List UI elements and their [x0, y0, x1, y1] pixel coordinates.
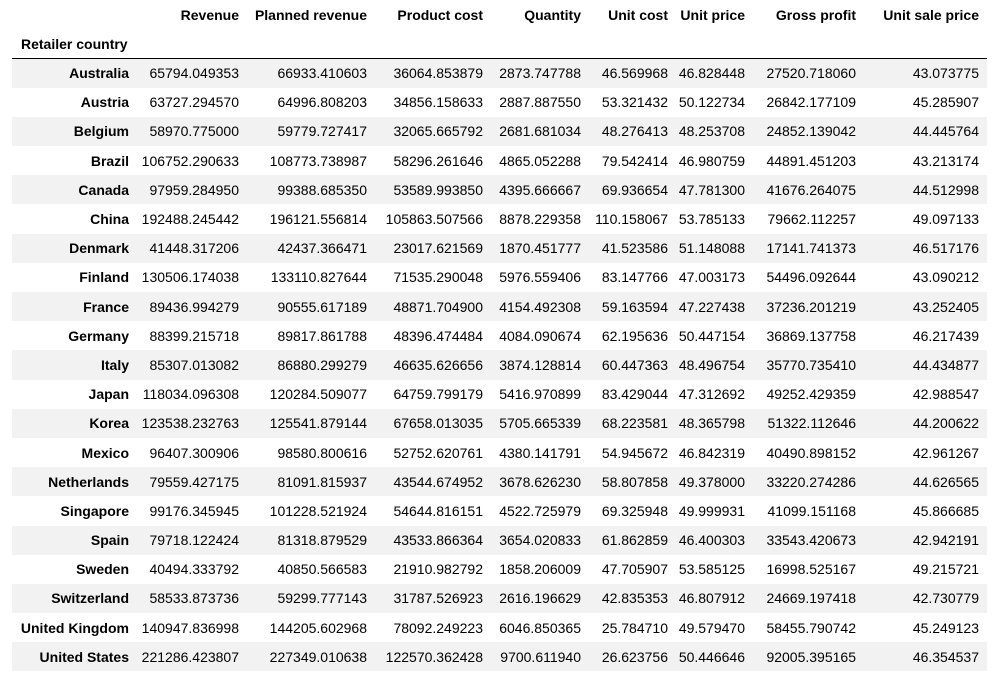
cell-revenue: 88399.215718 [149, 327, 239, 344]
cell-product-cost: 36064.853879 [393, 65, 483, 82]
cell-unit-cost: 61.862859 [601, 532, 668, 549]
cell-product-cost: 58296.261646 [393, 152, 483, 169]
cell-unit-cost: 53.321432 [601, 94, 668, 111]
cell-unit-cost: 83.147766 [601, 269, 668, 286]
cell-quantity: 9700.611940 [500, 648, 581, 665]
row-index-country: Japan [88, 386, 129, 403]
table-row [12, 321, 987, 350]
cell-unit-cost: 79.542414 [601, 152, 668, 169]
column-header-row [12, 0, 987, 30]
row-index-country: Belgium [73, 123, 129, 140]
cell-unit-price: 48.365798 [678, 415, 745, 432]
cell-planned-revenue: 99388.685350 [277, 181, 367, 198]
table-row [12, 380, 987, 409]
table-row [12, 88, 987, 117]
cell-revenue: 58970.775000 [149, 123, 239, 140]
cell-product-cost: 78092.249223 [393, 619, 483, 636]
cell-unit-sale-price: 42.961267 [912, 444, 979, 461]
row-index-country: United Kingdom [20, 619, 129, 636]
cell-planned-revenue: 81318.879529 [277, 532, 367, 549]
cell-revenue: 89436.994279 [149, 298, 239, 315]
cell-revenue: 106752.290633 [141, 152, 239, 169]
cell-unit-price: 53.785133 [678, 211, 745, 228]
cell-unit-price: 53.585125 [678, 561, 745, 578]
column-header-quantity: Quantity [524, 7, 581, 23]
cell-revenue: 192488.245442 [141, 211, 239, 228]
row-index-country: France [83, 298, 129, 315]
index-name-label: Retailer country [21, 36, 128, 52]
cell-product-cost: 48396.474484 [393, 327, 483, 344]
cell-unit-sale-price: 45.866685 [912, 502, 979, 519]
cell-quantity: 4380.141791 [499, 444, 581, 461]
cell-unit-cost: 110.158067 [595, 211, 668, 228]
cell-unit-cost: 54.945672 [601, 444, 668, 461]
cell-revenue: 41448.317206 [149, 240, 239, 257]
cell-gross-profit: 27520.718060 [766, 65, 856, 82]
column-header-revenue: Revenue [180, 7, 239, 23]
cell-quantity: 3874.128814 [499, 356, 581, 373]
cell-unit-cost: 62.195636 [601, 327, 668, 344]
cell-product-cost: 53589.993850 [393, 181, 483, 198]
cell-revenue: 58533.873736 [149, 590, 239, 607]
cell-revenue: 99176.345945 [149, 502, 239, 519]
cell-quantity: 4865.052288 [499, 152, 581, 169]
cell-unit-price: 47.781300 [678, 181, 745, 198]
cell-gross-profit: 33543.420673 [766, 532, 856, 549]
row-index-country: United States [39, 648, 129, 665]
cell-planned-revenue: 101228.521924 [269, 502, 367, 519]
cell-product-cost: 52752.620761 [393, 444, 483, 461]
cell-revenue: 118034.096308 [142, 386, 239, 403]
row-index-country: Germany [68, 327, 129, 344]
cell-quantity: 2887.887550 [499, 94, 581, 111]
cell-unit-sale-price: 43.252405 [912, 298, 979, 315]
cell-unit-cost: 69.936654 [601, 181, 668, 198]
table-row [12, 438, 987, 467]
cell-gross-profit: 41099.151168 [767, 502, 856, 519]
cell-planned-revenue: 42437.366471 [277, 240, 367, 257]
cell-unit-price: 46.842319 [678, 444, 745, 461]
cell-planned-revenue: 64996.808203 [277, 94, 367, 111]
table-row [12, 642, 987, 671]
cell-unit-price: 50.446646 [678, 648, 745, 665]
cell-planned-revenue: 133110.827644 [270, 269, 367, 286]
cell-quantity: 6046.850365 [499, 619, 581, 636]
index-row-empty-cell [753, 30, 864, 59]
cell-planned-revenue: 86880.299279 [277, 356, 367, 373]
cell-quantity: 1870.451777 [499, 240, 581, 257]
cell-product-cost: 46635.626656 [393, 356, 483, 373]
cell-unit-sale-price: 43.090212 [912, 269, 979, 286]
table-row [12, 59, 987, 88]
table-row [12, 467, 987, 496]
cell-planned-revenue: 90555.617189 [277, 298, 367, 315]
cell-product-cost: 105863.507566 [385, 211, 483, 228]
cell-unit-sale-price: 43.073775 [912, 65, 979, 82]
table-row [12, 496, 987, 525]
cell-product-cost: 32065.665792 [393, 123, 483, 140]
index-row-empty-cell [247, 30, 375, 59]
row-index-country: Australia [69, 65, 129, 82]
cell-unit-sale-price: 46.217439 [912, 327, 979, 344]
cell-revenue: 63727.294570 [149, 94, 239, 111]
cell-unit-cost: 42.835353 [601, 590, 668, 607]
cell-quantity: 5416.970899 [499, 386, 581, 403]
cell-gross-profit: 17141.741373 [766, 240, 856, 257]
table-body [12, 59, 987, 672]
cell-gross-profit: 54496.092644 [766, 269, 856, 286]
cell-gross-profit: 35770.735410 [766, 356, 856, 373]
table-row [12, 409, 987, 438]
index-row-empty-cell [676, 30, 753, 59]
cell-unit-sale-price: 44.200622 [912, 415, 979, 432]
index-header-row [12, 30, 987, 59]
cell-unit-price: 46.828448 [678, 65, 745, 82]
cell-quantity: 5976.559406 [499, 269, 581, 286]
dataframe-container [12, 0, 987, 671]
cell-unit-price: 46.400303 [678, 532, 745, 549]
cell-unit-cost: 47.705907 [601, 561, 668, 578]
cell-unit-sale-price: 42.988547 [912, 386, 979, 403]
cell-gross-profit: 24669.197418 [766, 590, 856, 607]
cell-planned-revenue: 227349.010638 [269, 648, 367, 665]
table-row [12, 613, 987, 642]
cell-planned-revenue: 98580.800616 [277, 444, 367, 461]
column-header-unit-sale-price: Unit sale price [883, 7, 979, 23]
table-row [12, 292, 987, 321]
cell-unit-price: 49.999931 [678, 502, 745, 519]
cell-revenue: 123538.232763 [141, 415, 239, 432]
cell-quantity: 4084.090674 [499, 327, 581, 344]
cell-unit-price: 48.496754 [678, 356, 745, 373]
cell-gross-profit: 51322.112646 [767, 415, 856, 432]
cell-revenue: 140947.836998 [141, 619, 239, 636]
cell-gross-profit: 79662.112257 [767, 211, 856, 228]
row-index-country: Finland [79, 269, 129, 286]
cell-product-cost: 64759.799179 [393, 386, 483, 403]
cell-unit-sale-price: 42.730779 [912, 590, 979, 607]
cell-unit-price: 50.122734 [678, 94, 745, 111]
cell-product-cost: 23017.621569 [393, 240, 483, 257]
row-index-country: Korea [89, 415, 129, 432]
cell-product-cost: 34856.158633 [393, 94, 483, 111]
index-row-empty-cell [864, 30, 987, 59]
cell-unit-price: 46.980759 [678, 152, 745, 169]
cell-revenue: 221286.423807 [141, 648, 239, 665]
table-row [12, 204, 987, 233]
cell-revenue: 40494.333792 [149, 561, 239, 578]
cell-planned-revenue: 144205.602968 [269, 619, 367, 636]
cell-product-cost: 67658.013035 [393, 415, 483, 432]
index-row-empty-cell [491, 30, 589, 59]
cell-gross-profit: 16998.525167 [766, 561, 856, 578]
cell-quantity: 2681.681034 [499, 123, 581, 140]
row-index-country: Switzerland [51, 590, 129, 607]
cell-product-cost: 43544.674952 [393, 473, 483, 490]
cell-unit-sale-price: 49.215721 [912, 561, 979, 578]
cell-planned-revenue: 196121.556814 [269, 211, 367, 228]
cell-unit-price: 51.148088 [678, 240, 745, 257]
cell-product-cost: 31787.526923 [393, 590, 483, 607]
cell-planned-revenue: 81091.815937 [277, 473, 367, 490]
column-header-unit-price: Unit price [680, 7, 745, 23]
row-index-country: China [90, 211, 129, 228]
cell-product-cost: 71535.290048 [393, 269, 483, 286]
cell-revenue: 97959.284950 [149, 181, 239, 198]
row-index-country: Sweden [76, 561, 129, 578]
table-row [12, 350, 987, 379]
table-header [12, 0, 987, 59]
row-index-country: Spain [90, 532, 129, 549]
cell-gross-profit: 37236.201219 [766, 298, 856, 315]
table-row [12, 234, 987, 263]
cell-unit-price: 49.579470 [678, 619, 745, 636]
cell-unit-cost: 26.623756 [601, 648, 668, 665]
cell-quantity: 1858.206009 [499, 561, 581, 578]
cell-unit-cost: 69.325948 [601, 502, 668, 519]
cell-gross-profit: 36869.137758 [766, 327, 856, 344]
cell-revenue: 79559.427175 [149, 473, 239, 490]
cell-planned-revenue: 59779.727417 [277, 123, 367, 140]
cell-product-cost: 21910.982792 [393, 561, 483, 578]
cell-unit-price: 46.807912 [678, 590, 745, 607]
header-blank-cell [12, 0, 137, 30]
cell-unit-sale-price: 46.354537 [912, 648, 979, 665]
cell-unit-cost: 60.447363 [601, 356, 668, 373]
cell-planned-revenue: 40850.566583 [277, 561, 367, 578]
cell-product-cost: 48871.704900 [393, 298, 483, 315]
cell-planned-revenue: 89817.861788 [277, 327, 367, 344]
cell-unit-price: 47.227438 [678, 298, 745, 315]
cell-unit-price: 47.312692 [678, 386, 745, 403]
cell-unit-cost: 41.523586 [601, 240, 668, 257]
cell-unit-sale-price: 45.249123 [912, 619, 979, 636]
cell-product-cost: 43533.866364 [393, 532, 483, 549]
cell-unit-sale-price: 45.285907 [912, 94, 979, 111]
cell-revenue: 79718.122424 [149, 532, 239, 549]
cell-unit-sale-price: 44.445764 [912, 123, 979, 140]
cell-revenue: 85307.013082 [149, 356, 239, 373]
cell-unit-price: 48.253708 [678, 123, 745, 140]
column-header-unit-cost: Unit cost [608, 7, 668, 23]
table-row [12, 146, 987, 175]
cell-quantity: 3678.626230 [499, 473, 581, 490]
cell-unit-sale-price: 43.213174 [912, 152, 979, 169]
row-index-country: Singapore [60, 502, 129, 519]
table-row [12, 584, 987, 613]
cell-revenue: 96407.300906 [149, 444, 239, 461]
cell-product-cost: 122570.362428 [385, 648, 483, 665]
cell-quantity: 3654.020833 [499, 532, 581, 549]
cell-planned-revenue: 66933.410603 [277, 65, 367, 82]
row-index-country: Italy [100, 356, 129, 373]
row-index-country: Netherlands [48, 473, 129, 490]
cell-gross-profit: 44891.451203 [766, 152, 856, 169]
table-row [12, 555, 987, 584]
cell-quantity: 2616.196629 [499, 590, 581, 607]
column-header-gross-profit: Gross profit [775, 7, 856, 23]
cell-unit-cost: 25.784710 [601, 619, 668, 636]
row-index-country: Brazil [90, 152, 129, 169]
cell-quantity: 4154.492308 [499, 298, 581, 315]
cell-gross-profit: 40490.898152 [766, 444, 856, 461]
cell-revenue: 130506.174038 [141, 269, 239, 286]
cell-gross-profit: 33220.274286 [766, 473, 856, 490]
cell-unit-price: 50.447154 [678, 327, 745, 344]
cell-quantity: 4522.725979 [499, 502, 581, 519]
cell-unit-sale-price: 44.434877 [912, 356, 979, 373]
table-row [12, 117, 987, 146]
column-header-planned-revenue: Planned revenue [254, 7, 367, 23]
cell-gross-profit: 26842.177109 [766, 94, 856, 111]
cell-unit-sale-price: 49.097133 [912, 211, 979, 228]
cell-revenue: 65794.049353 [149, 65, 239, 82]
cell-quantity: 8878.229358 [499, 211, 581, 228]
cell-quantity: 2873.747788 [499, 65, 581, 82]
row-index-country: Austria [80, 94, 129, 111]
cell-gross-profit: 92005.395165 [766, 648, 856, 665]
cell-product-cost: 54644.816151 [393, 502, 483, 519]
cell-quantity: 4395.666667 [499, 181, 581, 198]
row-index-country: Denmark [69, 240, 129, 257]
cell-planned-revenue: 125541.879144 [269, 415, 367, 432]
dataframe-table [12, 0, 987, 671]
cell-unit-cost: 83.429044 [601, 386, 668, 403]
cell-unit-sale-price: 44.626565 [912, 473, 979, 490]
cell-gross-profit: 41676.264075 [766, 181, 856, 198]
index-row-empty-cell [589, 30, 676, 59]
table-row [12, 263, 987, 292]
cell-planned-revenue: 59299.777143 [277, 590, 367, 607]
cell-gross-profit: 24852.139042 [766, 123, 856, 140]
cell-unit-cost: 48.276413 [601, 123, 668, 140]
cell-planned-revenue: 120284.509077 [269, 386, 367, 403]
table-row [12, 175, 987, 204]
cell-unit-sale-price: 44.512998 [912, 181, 979, 198]
cell-unit-cost: 59.163594 [601, 298, 668, 315]
cell-unit-cost: 58.807858 [601, 473, 668, 490]
cell-unit-cost: 46.569968 [601, 65, 668, 82]
table-row [12, 526, 987, 555]
index-row-empty-cell [375, 30, 491, 59]
cell-planned-revenue: 108773.738987 [269, 152, 367, 169]
cell-unit-sale-price: 46.517176 [912, 240, 979, 257]
row-index-country: Mexico [81, 444, 129, 461]
row-index-country: Canada [78, 181, 129, 198]
cell-unit-sale-price: 42.942191 [912, 532, 979, 549]
cell-gross-profit: 49252.429359 [766, 386, 856, 403]
cell-gross-profit: 58455.790742 [766, 619, 856, 636]
cell-unit-cost: 68.223581 [601, 415, 668, 432]
cell-quantity: 5705.665339 [499, 415, 581, 432]
cell-unit-price: 49.378000 [678, 473, 745, 490]
cell-unit-price: 47.003173 [678, 269, 745, 286]
column-header-product-cost: Product cost [397, 7, 483, 23]
index-row-empty-cell [137, 30, 247, 59]
